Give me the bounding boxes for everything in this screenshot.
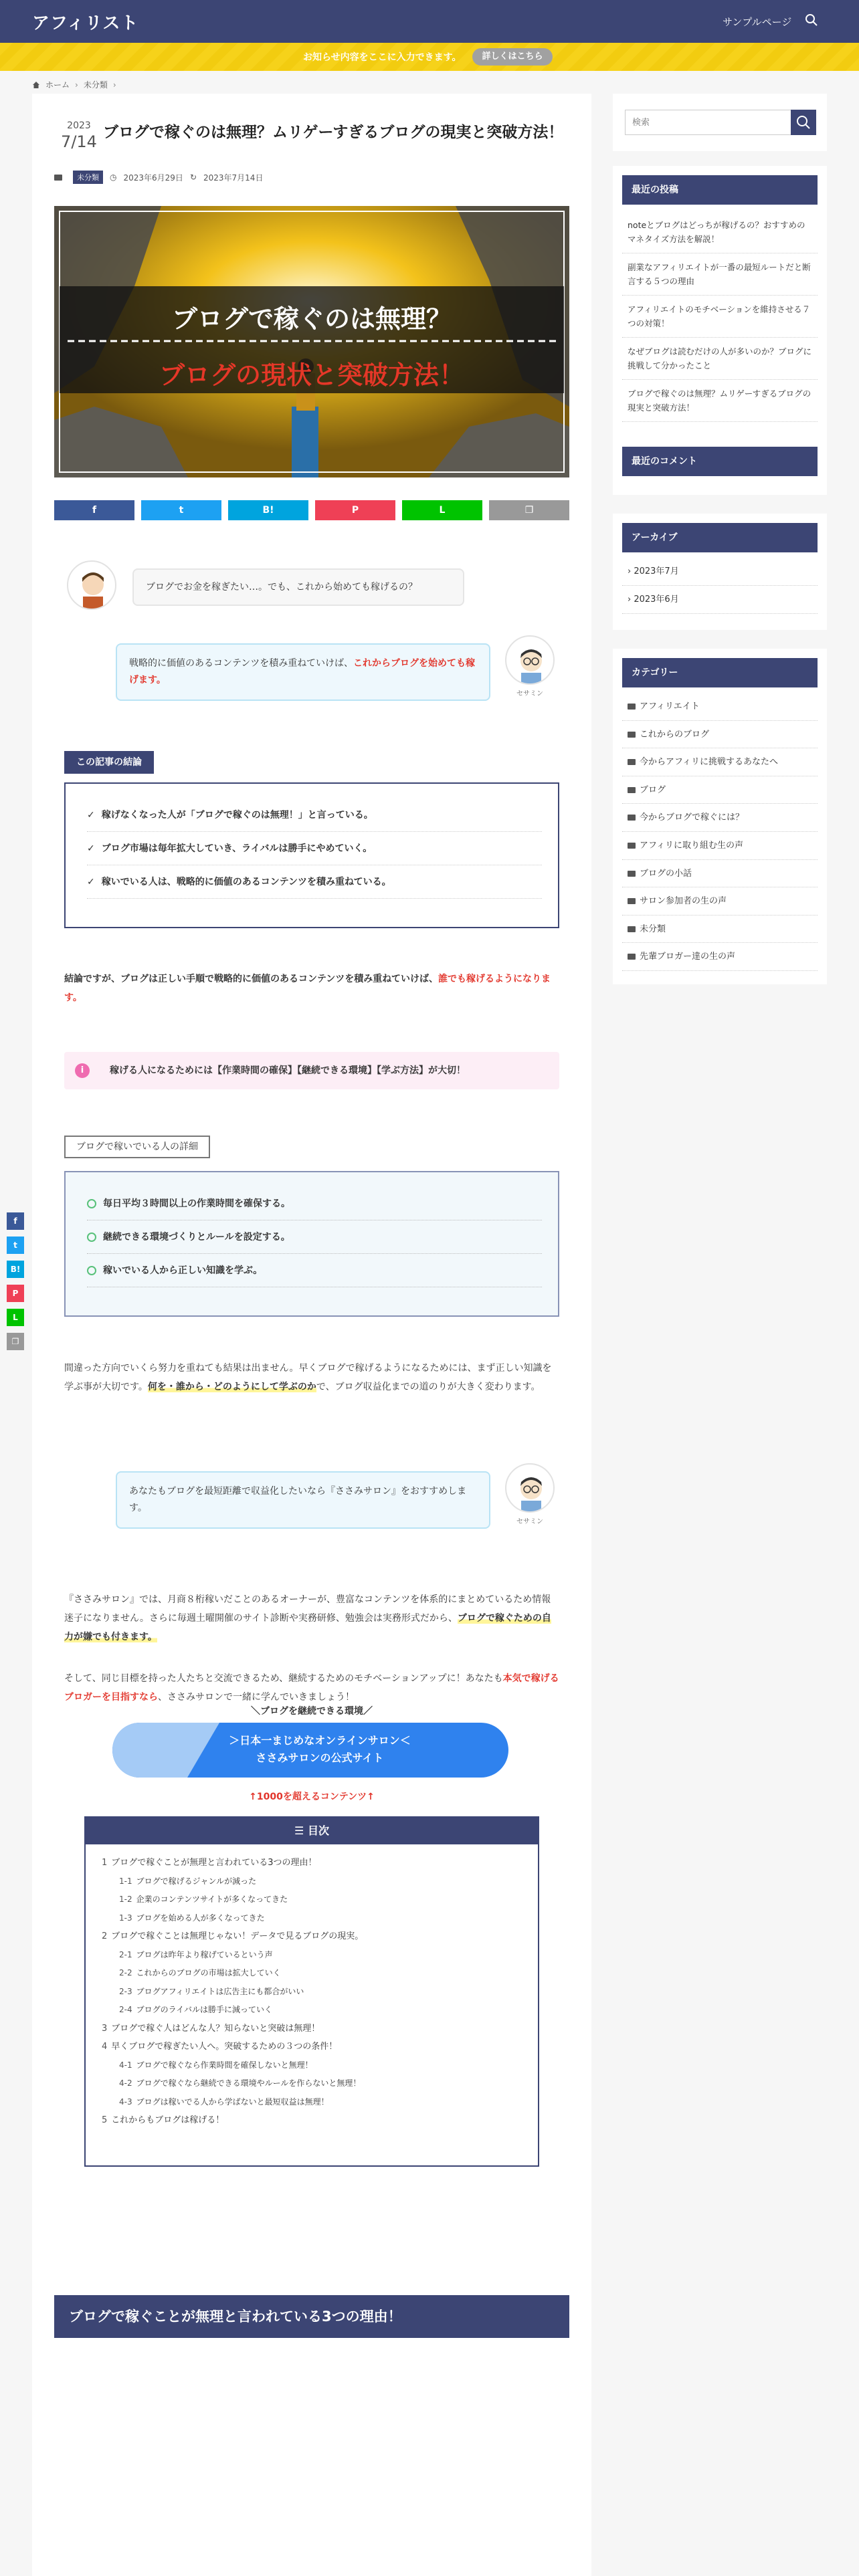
facebook-share-button[interactable] [54,500,134,520]
alert-text: 稼げる人になるためには【作業時間の確保】【継続できる環境】【学ぶ方法】が大切！ [110,1065,466,1076]
toc-item-number: 1-1 [119,1876,132,1886]
cta-subtext: ↑1000を超えるコンテンツ↑ [249,1792,375,1802]
archive-label: 2023年7月 [634,566,679,576]
toc-item-number: 3 [102,2023,108,2034]
paragraph-motivation [64,1669,559,1707]
category-badge[interactable]: 未分類 [73,171,103,184]
category-link[interactable] [622,832,818,860]
cta-label [179,1732,460,1767]
para-text: で、ブログ収益化までの道のりが大きく変わります。 [316,1382,541,1392]
paragraph-conclusion [64,970,559,1007]
conclusion-item-text: ブログ市場は毎年拡大していき、ライバルは勝手にやめていく。 [101,843,373,854]
folder-icon [628,898,636,904]
pocket-icon: P [12,1289,19,1298]
folder-icon [628,732,636,738]
para-text-highlight: 本気で稼げるブロガーを目指すなら [64,1673,559,1703]
twitter-share-button[interactable] [141,500,221,520]
toc-item-number: 1-3 [119,1913,132,1923]
search-icon[interactable] [805,13,818,27]
eyecatch-title-line2: ブログの現状と突破方法！ [159,360,464,390]
para-text: 間違った方向でいくら努力を重ねても結果は出ません。早くブログで稼げるようになるためには、まず正しい知識を学ぶ事が大切です。 [64,1363,552,1392]
toc-item-label: ブログで稼ぐなら作業時間を確保しないと無理！ [136,2060,313,2070]
facebook-icon: f [13,1216,17,1226]
detail-item [87,1220,542,1254]
para-text: 、ささみサロンで一緒に学んでいきましょう！ [158,1692,355,1703]
site-logo[interactable]: アフィリスト [32,13,139,33]
toc-item-label: ブログで稼ぐなら継続できる環境やルールを作らないと無理！ [136,2078,361,2088]
line-share-button[interactable] [402,500,482,520]
archive-link[interactable] [622,558,818,586]
category-link[interactable] [622,887,818,916]
toc-item[interactable] [102,2038,522,2056]
toc-item[interactable] [102,1854,522,1872]
nav-item-sample-page[interactable]: サンプルページ [723,16,792,28]
eyecatch-title-line1: ブログで稼ぐのは無理？ [171,304,452,334]
para-text-highlight: ブログで稼ぐための自力が嫌でも付きます。 [64,1613,551,1642]
chevron-right-icon: › [75,80,78,90]
category-label: 先輩ブロガー達の生の声 [640,952,736,962]
folder-icon [628,954,636,960]
site-header [0,0,859,43]
circle-icon [87,1266,96,1275]
toc-item-label: 早くブログで稼ぎたい人へ。突破するための３つの条件！ [111,2042,338,2052]
recent-post-link[interactable]: 副業なアフィリエイトが一番の最短ルートだと断言する５つの理由 [622,253,818,296]
toc-item-number: 1 [102,1858,108,1868]
toc-item-label: ブログを始める人が多くなってきた [136,1913,265,1923]
section-heading: ブログで稼ぐことが無理と言われている3つの理由！ [54,2295,569,2338]
category-link[interactable] [622,776,818,804]
para-text: 結論ですが、ブログは正しい手順で戦略的に価値のあるコンテンツを積み重ねていけば、 [64,974,438,984]
info-icon: i [75,1063,90,1078]
recent-posts-widget [613,166,827,444]
table-of-contents [84,1816,539,2167]
recent-post-link[interactable]: ブログで稼ぐのは無理？ムリゲーすぎるブログの現実と突破方法！ [622,380,818,422]
folder-icon [54,173,66,182]
main-content [32,94,591,2576]
folder-icon [628,843,636,849]
hatena-share-button[interactable] [228,500,308,520]
chevron-right-icon: › [628,566,634,576]
toc-item-number: 4 [102,2042,108,2052]
list-icon: ☰ [294,1824,308,1837]
speech-balloon-sesamin-2: あなたもブログを最短距離で収益化したいなら『ささみサロン』をおすすめします。 [116,1471,490,1529]
category-label: これからのブログ [640,729,710,740]
floating-share-bar [7,1212,24,1357]
published-date: 2023年6月29日 [123,173,183,183]
detail-item [87,1187,542,1220]
toc-title: 目次 [307,1824,329,1837]
avatar-reader [67,560,116,610]
detail-item [87,1254,542,1287]
widget-title: アーカイブ [622,523,818,552]
toc-item-number: 4-2 [119,2078,132,2088]
detail-item-text: 継続できる環境づくりとルールを設定する。 [103,1232,290,1243]
line-icon: L [439,505,446,516]
recent-post-link[interactable]: noteとブログはどっちが稼げるの？おすすめのマネタイズ方法を解説！ [622,211,818,253]
toc-item-label: これからもブログは稼げる！ [111,2115,225,2125]
archive-widget [613,514,827,630]
conclusion-item [87,865,542,899]
post-date-day: 7/14 [61,132,97,151]
hatena-share-button[interactable] [7,1261,24,1278]
breadcrumb-home[interactable]: ホーム [45,80,70,90]
conclusion-item [87,832,542,865]
cta-caption: ＼ブログを継続できる環境／ [251,1706,373,1717]
category-widget [613,649,827,984]
avatar-sesamin [505,635,555,685]
category-label: ブログの小話 [640,868,692,879]
toc-item-number: 4-1 [119,2060,132,2070]
toc-item-number: 4-3 [119,2097,132,2107]
toc-item-label: ブログアフィリエイトは広告主にも都合がいい [136,1986,304,1996]
category-label: 今からブログで稼ぐには？ [640,813,745,823]
cta-label-line2: ささみサロンの公式サイト [256,1751,384,1764]
detail-box [64,1171,559,1317]
pocket-share-button[interactable] [7,1285,24,1302]
category-label: アフィリに取り組む生の声 [640,840,743,851]
recent-post-link[interactable]: アフィリエイトのモチベーションを維持させる７つの対策！ [622,296,818,338]
chevron-right-icon: › [628,595,634,605]
widget-title: カテゴリー [622,658,818,687]
line-share-button[interactable] [7,1309,24,1326]
refresh-icon: ↻ [189,173,197,182]
pocket-share-button[interactable] [315,500,395,520]
avatar-sesamin [505,1463,555,1513]
folder-icon [628,815,636,821]
post-date-year: 2023 [67,120,91,131]
detail-item-text: 稼いでいる人から正しい知識を学ぶ。 [103,1265,263,1276]
circle-icon [87,1232,96,1242]
facebook-share-button[interactable] [7,1212,24,1230]
copy-icon: ❐ [524,505,534,516]
share-buttons [54,500,569,520]
toc-item-label: ブログは稼いでる人から学ばないと最短収益は無理！ [136,2097,329,2107]
toc-item-number: 1-2 [119,1895,132,1904]
toc-item[interactable] [102,1909,522,1928]
widget-title: 最近のコメント [622,447,818,476]
check-icon: ✓ [87,810,95,821]
toc-item-number: 2-2 [119,1968,132,1977]
twitter-icon: t [179,505,184,516]
conclusion-item [87,798,542,832]
category-label: 未分類 [640,924,666,934]
category-link[interactable] [622,943,818,971]
balloon-text-highlight: これからブログを始めても稼げます。 [129,658,475,685]
toc-item-number: 2 [102,1931,108,1941]
category-link[interactable] [622,804,818,832]
recent-comments-widget [613,437,827,495]
copy-icon: ❐ [11,1337,19,1346]
search-submit-button[interactable] [791,110,816,135]
check-icon: ✓ [87,843,95,854]
toc-item-label: ブログで稼ぐことが無理と言われている3つの理由！ [111,1858,317,1868]
search-widget [613,94,827,151]
toc-item-label: ブログのライバルは勝手に減っていく [136,2005,273,2014]
hatena-icon: B! [10,1265,21,1274]
toc-item[interactable] [102,2074,522,2093]
para-text-highlight: 何を・誰から・どのようにして学ぶのか [147,1382,316,1392]
check-icon: ✓ [87,877,95,887]
category-link[interactable] [622,693,818,721]
home-icon [32,81,40,89]
toc-item-label: 企業のコンテンツサイトが多くなってきた [136,1895,288,1904]
category-label: サロン参加者の生の声 [640,896,727,907]
toc-item-label: ブログで稼ぐことは無理じゃない！データで見るブログの現実。 [111,1931,364,1941]
folder-icon [628,704,636,710]
category-link[interactable] [622,916,818,944]
toc-item-label: ブログは昨年より稼げているという声 [136,1949,273,1959]
detail-item-text: 毎日平均３時間以上の作業時間を確保する。 [103,1198,290,1209]
speech-balloon-reader: ブログでお金を稼ぎたい…。でも、これから始めても稼げるの？ [132,568,464,606]
toc-item-number: 5 [102,2115,108,2125]
toc-item[interactable] [102,1927,522,1946]
info-alert [64,1052,559,1089]
chevron-right-icon: › [112,80,116,90]
speech-balloon-sesamin-1 [116,643,490,701]
conclusion-item-text: 稼げなくなった人が「ブログで稼ぐのは無理！」と言っている。 [101,810,373,821]
conclusion-box [64,782,559,928]
paragraph-salon [64,1590,559,1646]
cta-label-line1: ＞日本一まじめなオンラインサロン＜ [229,1734,411,1747]
toc-item[interactable] [102,2111,522,2130]
folder-icon [628,787,636,793]
avatar-name-sesamin: セサミン [516,1518,543,1525]
line-icon: L [13,1313,18,1322]
facebook-icon: f [92,505,97,516]
toc-header [86,1818,538,1844]
toc-item-number: 2-3 [119,1986,132,1996]
conclusion-item-text: 稼いでいる人は、戦略的に価値のあるコンテンツを積み重ねている。 [101,877,391,887]
archive-label: 2023年6月 [634,595,679,605]
post-meta [54,171,263,184]
notice-bar [0,43,859,71]
eyecatch-illustration [54,206,569,477]
toc-item-label: ブログで稼げるジャンルが減った [136,1876,257,1886]
detail-label: ブログで稼いでいる人の詳細 [64,1136,210,1158]
copy-link-button[interactable] [489,500,569,520]
toc-item[interactable] [102,1964,522,1983]
conclusion-label: この記事の結論 [64,751,154,774]
clock-icon: ◷ [110,173,117,182]
toc-item-label: ブログで稼ぐ人はどんな人？知らないと突破は無理！ [111,2023,320,2034]
toc-item[interactable] [102,2093,522,2112]
breadcrumb-category[interactable]: 未分類 [83,80,108,90]
toc-item[interactable] [102,2001,522,2020]
toc-item[interactable] [102,2020,522,2038]
twitter-icon: t [13,1241,17,1250]
category-link[interactable] [622,748,818,776]
category-label: 今からアフィリに挑戦するあなたへ [640,757,778,768]
circle-icon [87,1199,96,1208]
post-date [59,120,99,151]
paragraph-knowledge [64,1359,559,1396]
toc-item[interactable] [102,1891,522,1909]
toc-item[interactable] [102,1946,522,1965]
toc-list [86,1844,538,2139]
archive-link[interactable] [622,586,818,614]
para-text: そして、同じ目標を持った人たちと交流できるため、継続するためのモチベーションアップに！あなたも [64,1673,503,1684]
toc-item-number: 2-4 [119,2005,132,2014]
recent-post-link[interactable]: なぜブログは読むだけの人が多いのか？ブログに挑戦して分かったこと [622,338,818,380]
copy-link-button[interactable] [7,1333,24,1350]
category-link[interactable] [622,721,818,749]
avatar-name-sesamin: セサミン [516,690,543,697]
eyecatch-image [54,206,569,477]
breadcrumb [32,79,116,90]
twitter-share-button[interactable] [7,1237,24,1254]
balloon-text: 戦略的に価値のあるコンテンツを積み重ねていけば、 [129,658,353,669]
folder-icon [628,759,636,765]
updated-date: 2023年7月14日 [203,173,264,183]
category-label: ブログ [640,784,666,795]
folder-icon [628,871,636,877]
category-label: アフィリエイト [640,702,700,712]
toc-item[interactable] [102,2056,522,2075]
toc-item[interactable] [102,1872,522,1891]
folder-icon [628,926,636,932]
salon-cta-button[interactable] [112,1723,508,1778]
para-text: 『ささみサロン』では、月商８桁稼いだことのあるオーナーが、豊富なコンテンツを体系的にまとめているため情報迷子になりません。さらに毎週土曜開催のサイト診断や実務研修、勉強会は実務形式だから、 [64,1594,551,1624]
toc-item[interactable] [102,1983,522,2002]
search-icon [791,110,816,135]
pocket-icon: P [351,505,359,516]
post-title: ブログで稼ぐのは無理？ムリゲーすぎるブログの現実と突破方法！ [103,124,564,141]
category-list [613,693,827,971]
para-text-highlight: 誰でも稼げるようになります。 [64,974,551,1003]
notice-detail-button[interactable]: 詳しくはこちら [472,48,553,66]
notice-text: お知らせ内容をここに入力できます。 [303,52,462,63]
toc-item-label: これからのブログの市場は拡大していく [136,1968,281,1977]
toc-item-number: 2-1 [119,1949,132,1959]
search-input[interactable] [625,110,792,135]
category-link[interactable] [622,860,818,888]
hatena-icon: B! [262,505,274,516]
widget-title: 最近の投稿 [622,175,818,205]
